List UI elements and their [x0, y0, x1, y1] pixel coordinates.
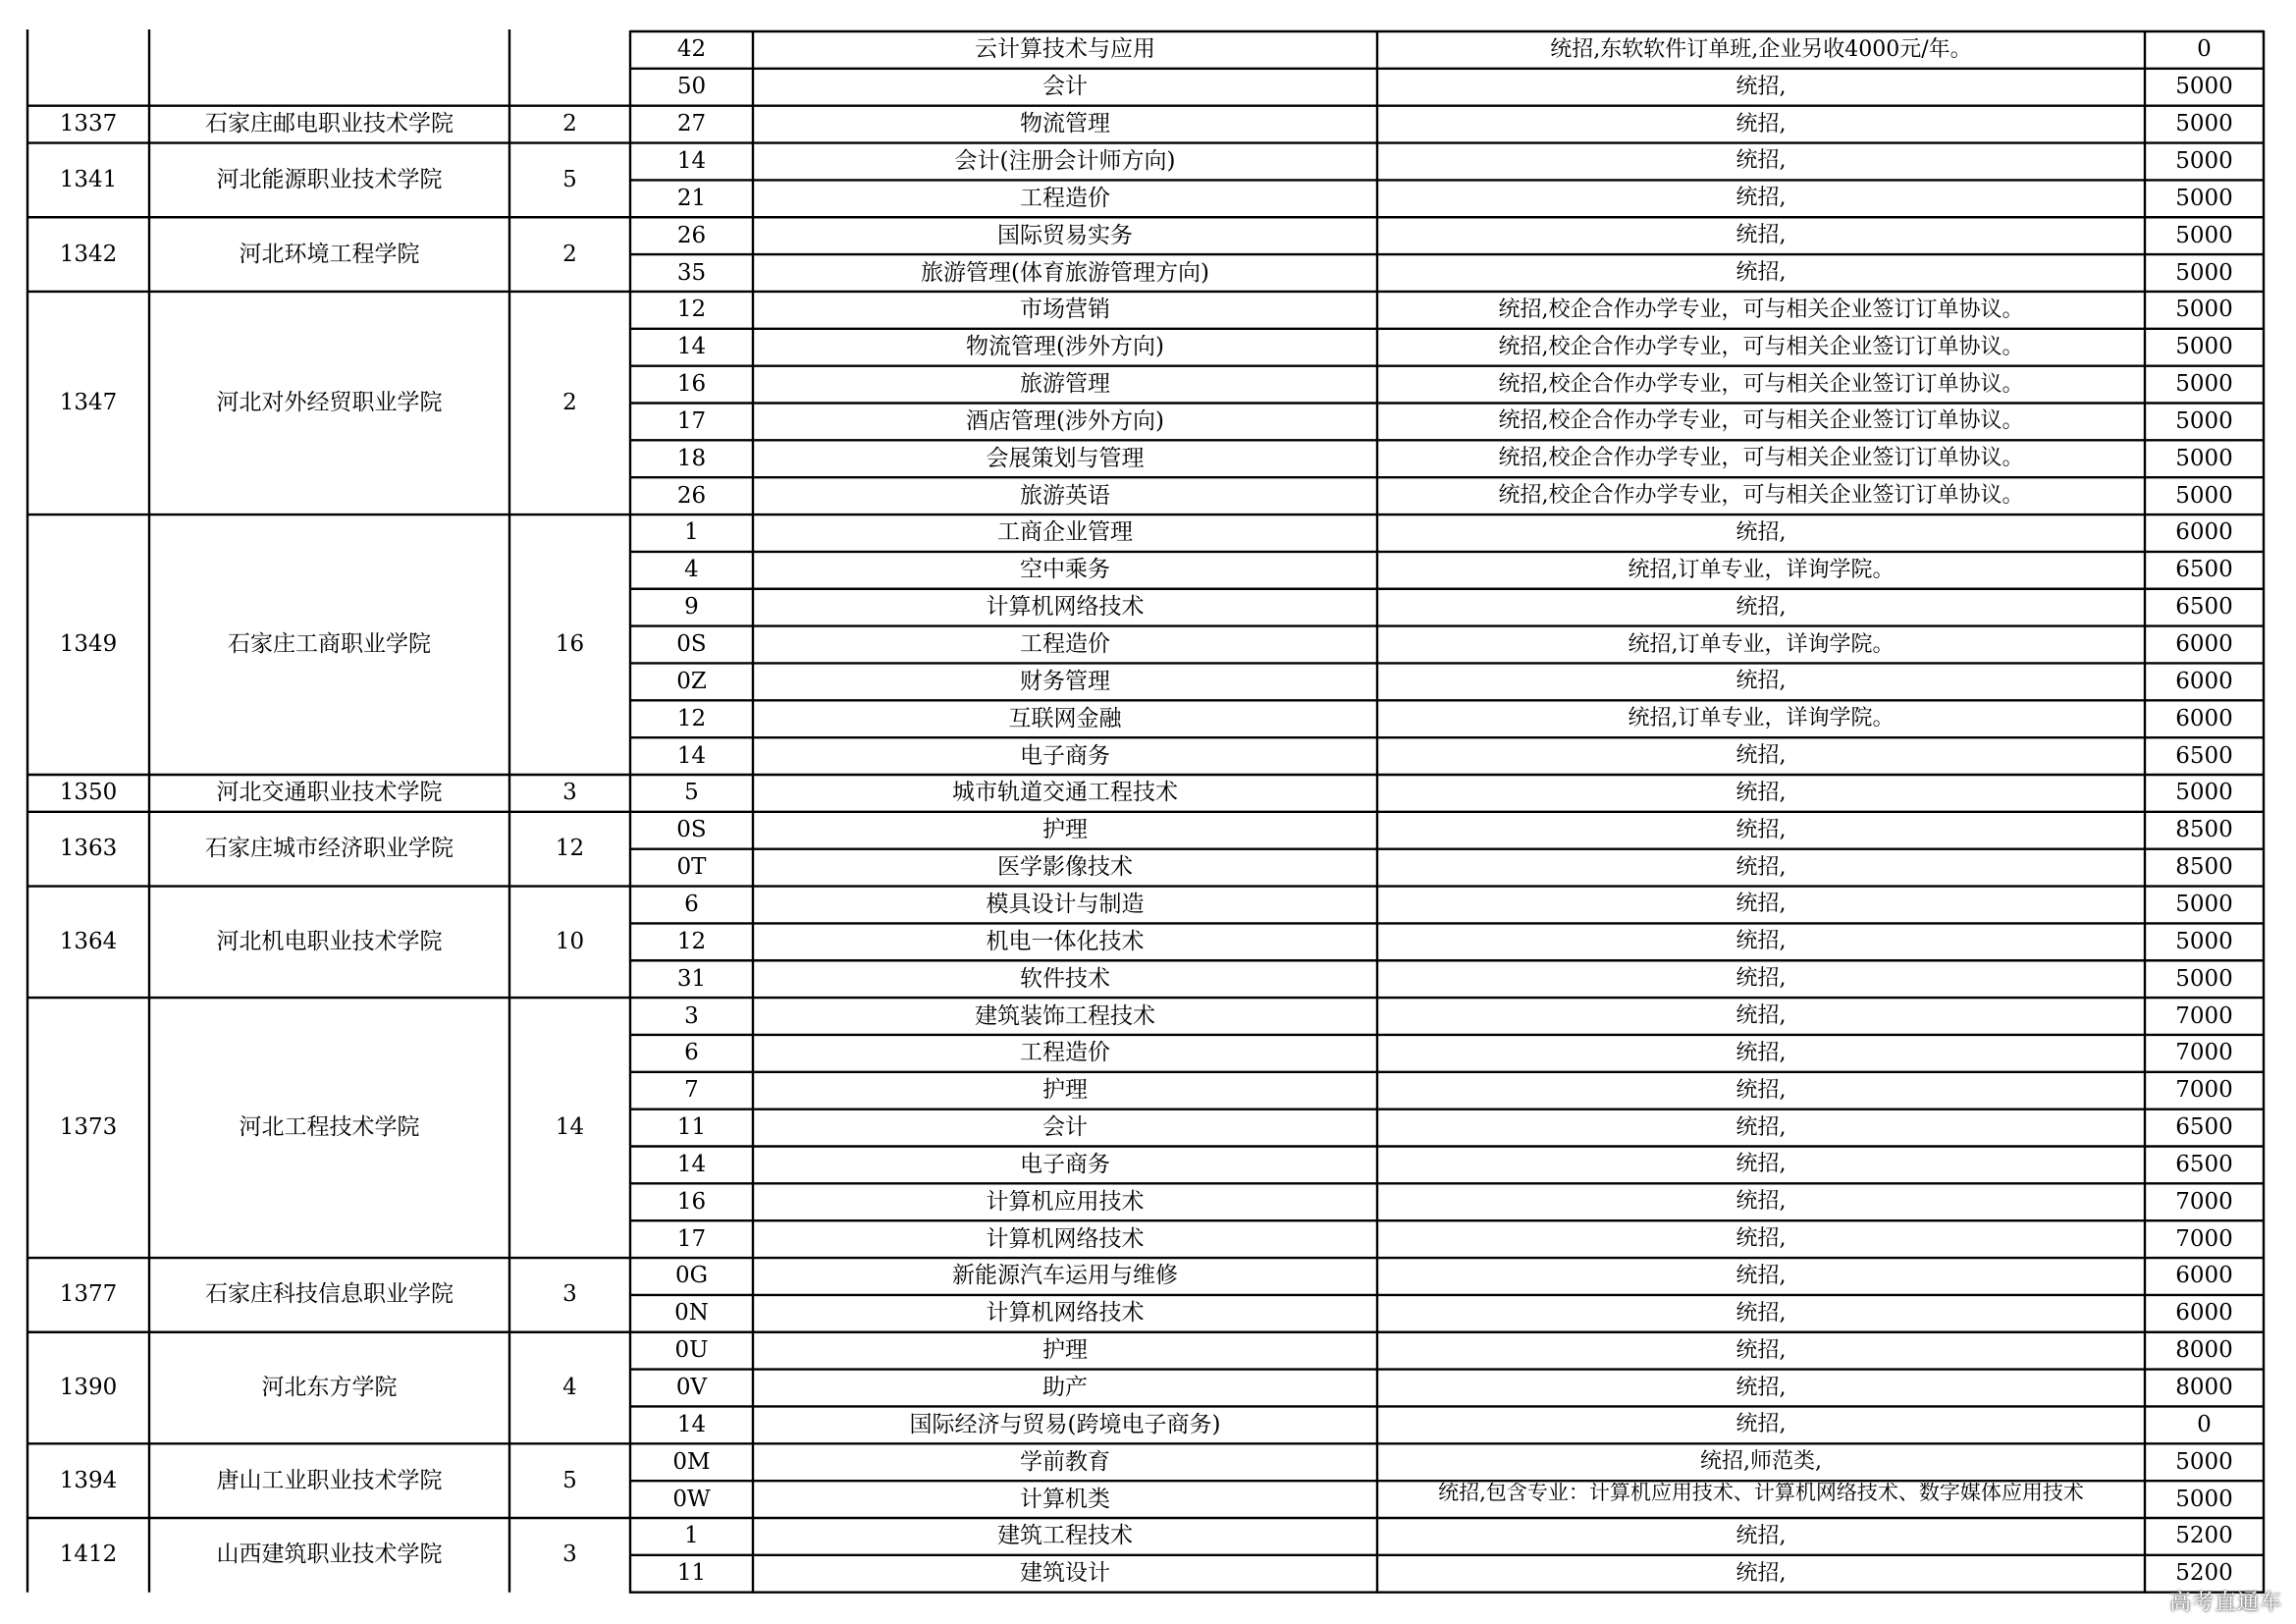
major-name-cell: 旅游管理	[1020, 371, 1110, 398]
major-code-cell: 0T	[676, 854, 707, 881]
major-name-cell: 酒店管理(涉外方向)	[966, 407, 1164, 434]
major-note-cell: 统招,	[1735, 966, 1787, 992]
tuition-fee-cell: 5000	[2175, 482, 2233, 509]
major-name-cell: 物流管理(涉外方向)	[966, 334, 1164, 360]
tuition-fee-cell: 0	[2197, 36, 2212, 63]
major-code-cell: 12	[676, 297, 707, 323]
plan-count-cell: 5	[562, 166, 577, 192]
major-code-cell: 26	[676, 482, 707, 509]
major-code-cell: 7	[684, 1077, 699, 1104]
major-code-cell: 26	[676, 222, 707, 248]
major-note-cell: 统招,	[1735, 148, 1787, 174]
major-name-cell: 旅游英语	[1020, 482, 1110, 509]
plan-count-cell: 2	[562, 389, 577, 415]
tuition-fee-cell: 7000	[2175, 1077, 2233, 1104]
school-code-cell: 1347	[59, 389, 118, 415]
major-note-cell: 统招,校企合作办学专业，可与相关企业签订订单协议。	[1498, 483, 2024, 509]
major-code-cell: 0S	[676, 817, 707, 843]
major-note-cell: 统招,	[1735, 669, 1787, 694]
tuition-fee-cell: 5000	[2175, 891, 2233, 917]
major-code-cell: 0S	[676, 631, 707, 658]
plan-count-cell: 3	[562, 780, 577, 806]
major-note-cell: 统招,	[1735, 743, 1787, 769]
major-note-cell: 统招,订单专业，详询学院。	[1628, 706, 1895, 731]
major-code-cell: 12	[676, 705, 707, 731]
plan-count-cell: 14	[555, 1114, 585, 1141]
major-name-cell: 财务管理	[1020, 668, 1110, 694]
tuition-fee-cell: 6000	[2175, 1300, 2233, 1326]
major-note-cell: 统招,	[1735, 817, 1787, 842]
tuition-fee-cell: 5000	[2175, 407, 2233, 434]
school-code-cell: 1341	[59, 166, 118, 192]
major-name-cell: 会计	[1042, 1114, 1088, 1141]
school-code-cell: 1394	[59, 1467, 118, 1493]
major-code-cell: 14	[676, 334, 707, 360]
major-name-cell: 城市轨道交通工程技术	[952, 780, 1178, 806]
major-code-cell: 6	[684, 1040, 699, 1066]
tuition-fee-cell: 5000	[2175, 371, 2233, 398]
major-name-cell: 机电一体化技术	[986, 928, 1145, 954]
school-name-cell: 河北交通职业技术学院	[216, 780, 443, 806]
major-note-cell: 统招,订单专业，详询学院。	[1628, 557, 1895, 582]
major-name-cell: 国际经济与贸易(跨境电子商务)	[909, 1411, 1221, 1437]
tuition-fee-cell: 5000	[2175, 965, 2233, 992]
major-name-cell: 软件技术	[1020, 965, 1110, 992]
major-note-cell: 统招,校企合作办学专业，可与相关企业签订订单协议。	[1498, 371, 2024, 397]
major-note-cell: 统招,	[1735, 1412, 1787, 1437]
major-note-cell: 统招,	[1735, 1226, 1787, 1252]
major-name-cell: 工程造价	[1020, 185, 1110, 211]
major-note-cell: 统招,	[1735, 1152, 1787, 1177]
major-name-cell: 建筑设计	[1020, 1560, 1110, 1587]
major-code-cell: 0N	[674, 1300, 709, 1326]
major-name-cell: 建筑装饰工程技术	[975, 1002, 1155, 1029]
major-code-cell: 6	[684, 891, 699, 917]
tuition-fee-cell: 5000	[2175, 111, 2233, 137]
major-note-cell: 统招,	[1735, 260, 1787, 286]
major-name-cell: 会计(注册会计师方向)	[954, 147, 1176, 174]
major-code-cell: 0W	[672, 1486, 711, 1512]
major-code-cell: 0Z	[676, 668, 707, 694]
major-name-cell: 计算机网络技术	[986, 1225, 1145, 1252]
plan-count-cell	[509, 31, 630, 106]
major-name-cell: 电子商务	[1020, 1151, 1110, 1177]
tuition-fee-cell: 7000	[2175, 1002, 2233, 1029]
tuition-fee-cell: 5000	[2175, 147, 2233, 174]
tuition-fee-cell: 7000	[2175, 1040, 2233, 1066]
tuition-fee-cell: 5000	[2175, 1448, 2233, 1475]
major-code-cell: 21	[676, 185, 707, 211]
tuition-fee-cell: 5000	[2175, 222, 2233, 248]
major-name-cell: 建筑工程技术	[997, 1523, 1133, 1549]
major-note-cell: 统招,	[1735, 1337, 1787, 1363]
major-code-cell: 5	[684, 780, 699, 806]
major-name-cell: 计算机网络技术	[986, 594, 1145, 621]
tuition-fee-cell: 6000	[2175, 631, 2233, 658]
major-name-cell: 工商企业管理	[997, 519, 1133, 546]
major-code-cell: 9	[684, 594, 699, 621]
plan-count-cell: 2	[562, 111, 577, 137]
major-name-cell: 护理	[1042, 1077, 1088, 1104]
major-code-cell: 31	[676, 965, 707, 992]
major-name-cell: 学前教育	[1020, 1448, 1110, 1475]
school-code-cell: 1363	[59, 836, 118, 862]
school-code-cell: 1412	[59, 1542, 118, 1568]
plan-count-cell: 12	[555, 836, 585, 862]
major-code-cell: 11	[676, 1560, 707, 1587]
tuition-fee-cell: 6500	[2175, 594, 2233, 621]
plan-count-cell: 3	[562, 1281, 577, 1308]
tuition-fee-cell: 5200	[2175, 1560, 2233, 1587]
tuition-fee-cell: 5000	[2175, 185, 2233, 211]
major-code-cell: 27	[676, 111, 707, 137]
plan-count-cell: 3	[562, 1542, 577, 1568]
major-note-cell: 统招,校企合作办学专业，可与相关企业签订订单协议。	[1498, 408, 2024, 434]
school-name-cell: 石家庄工商职业学院	[228, 631, 431, 658]
major-note-cell: 统招,校企合作办学专业，可与相关企业签订订单协议。	[1498, 297, 2024, 322]
major-note-cell: 统招,包含专业：计算机应用技术、计算机网络技术、数字媒体应用技术	[1438, 1483, 2084, 1505]
tuition-fee-cell: 5000	[2175, 259, 2233, 286]
tuition-fee-cell: 5000	[2175, 74, 2233, 100]
school-name-cell: 河北东方学院	[261, 1375, 398, 1401]
major-code-cell: 14	[676, 742, 707, 769]
plan-count-cell: 2	[562, 241, 577, 267]
major-note-cell: 统招,订单专业，详询学院。	[1628, 631, 1895, 657]
major-name-cell: 计算机类	[1020, 1486, 1110, 1512]
school-code-cell: 1377	[59, 1281, 118, 1308]
major-note-cell: 统招,	[1735, 223, 1787, 248]
major-note-cell: 统招,	[1735, 1263, 1787, 1288]
major-note-cell: 统招,	[1735, 74, 1787, 99]
major-code-cell: 50	[676, 74, 707, 100]
major-code-cell: 1	[684, 1523, 699, 1549]
school-code-cell: 1390	[59, 1375, 118, 1401]
tuition-fee-cell: 5000	[2175, 297, 2233, 323]
major-name-cell: 模具设计与制造	[986, 891, 1145, 917]
plan-count-cell: 4	[562, 1375, 577, 1401]
major-code-cell: 35	[676, 259, 707, 286]
major-code-cell: 17	[676, 407, 707, 434]
major-code-cell: 0U	[674, 1337, 709, 1364]
major-name-cell: 互联网金融	[1008, 705, 1122, 731]
major-name-cell: 计算机网络技术	[986, 1300, 1145, 1326]
school-code-cell: 1350	[59, 780, 118, 806]
school-code-cell: 1349	[59, 631, 118, 658]
tuition-fee-cell: 6500	[2175, 1114, 2233, 1141]
tuition-fee-cell: 5000	[2175, 780, 2233, 806]
major-note-cell: 统招,	[1735, 1523, 1787, 1548]
school-name-cell	[149, 31, 509, 106]
major-code-cell: 14	[676, 147, 707, 174]
major-note-cell: 统招,	[1735, 854, 1787, 880]
school-name-cell: 山西建筑职业技术学院	[216, 1542, 443, 1568]
tuition-fee-cell: 8000	[2175, 1375, 2233, 1401]
major-note-cell: 统招,师范类,	[1700, 1449, 1822, 1475]
major-note-cell: 统招,	[1735, 1003, 1787, 1029]
tuition-fee-cell: 5000	[2175, 334, 2233, 360]
major-note-cell: 统招,	[1735, 1077, 1787, 1103]
major-name-cell: 护理	[1042, 1337, 1088, 1364]
tuition-fee-cell: 6500	[2175, 557, 2233, 583]
major-name-cell: 计算机应用技术	[986, 1188, 1145, 1215]
major-note-cell: 统招,	[1735, 780, 1787, 805]
major-code-cell: 3	[684, 1002, 699, 1029]
major-name-cell: 医学影像技术	[997, 854, 1133, 881]
tuition-fee-cell: 5200	[2175, 1523, 2233, 1549]
school-name-cell: 河北机电职业技术学院	[216, 928, 443, 954]
major-code-cell: 1	[684, 519, 699, 546]
major-name-cell: 护理	[1042, 817, 1088, 843]
major-name-cell: 空中乘务	[1020, 557, 1110, 583]
major-note-cell: 统招,	[1735, 1040, 1787, 1065]
major-code-cell: 0M	[672, 1448, 711, 1475]
tuition-fee-cell: 7000	[2175, 1225, 2233, 1252]
major-note-cell: 统招,	[1735, 1300, 1787, 1326]
major-name-cell: 云计算技术与应用	[975, 36, 1155, 63]
tuition-fee-cell: 6000	[2175, 668, 2233, 694]
major-name-cell: 国际贸易实务	[997, 222, 1133, 248]
school-name-cell: 河北能源职业技术学院	[216, 166, 443, 192]
major-note-cell: 统招,校企合作办学专业，可与相关企业签订订单协议。	[1498, 334, 2024, 359]
major-name-cell: 市场营销	[1020, 297, 1110, 323]
tuition-fee-cell: 6000	[2175, 705, 2233, 731]
tuition-fee-cell: 5000	[2175, 445, 2233, 471]
school-code-cell: 1373	[59, 1114, 118, 1141]
tuition-fee-cell: 5000	[2175, 928, 2233, 954]
major-name-cell: 物流管理	[1020, 111, 1110, 137]
tuition-fee-cell: 8500	[2175, 854, 2233, 881]
major-note-cell: 统招,	[1735, 519, 1787, 545]
school-name-cell: 石家庄科技信息职业学院	[205, 1281, 454, 1308]
school-code-cell	[27, 31, 149, 106]
major-note-cell: 统招,	[1735, 186, 1787, 211]
tuition-fee-cell: 6000	[2175, 519, 2233, 546]
watermark-text: 高考直通车	[2168, 1591, 2282, 1615]
major-code-cell: 18	[676, 445, 707, 471]
plan-count-cell: 10	[555, 928, 585, 954]
tuition-fee-cell: 8000	[2175, 1337, 2233, 1364]
major-name-cell: 会计	[1042, 74, 1088, 100]
tuition-fee-cell: 7000	[2175, 1188, 2233, 1215]
tuition-fee-cell: 6500	[2175, 1151, 2233, 1177]
tuition-fee-cell: 6000	[2175, 1263, 2233, 1289]
major-name-cell: 新能源汽车运用与维修	[952, 1263, 1178, 1289]
major-name-cell: 旅游管理(体育旅游管理方向)	[921, 259, 1209, 286]
major-code-cell: 12	[676, 928, 707, 954]
major-code-cell: 0V	[675, 1375, 708, 1401]
major-name-cell: 电子商务	[1020, 742, 1110, 769]
major-note-cell: 统招,	[1735, 1114, 1787, 1140]
school-name-cell: 河北工程技术学院	[239, 1114, 420, 1141]
school-name-cell: 石家庄城市经济职业学院	[205, 836, 454, 862]
school-name-cell: 河北环境工程学院	[239, 241, 420, 267]
major-name-cell: 工程造价	[1020, 631, 1110, 658]
tuition-fee-cell: 5000	[2175, 1486, 2233, 1512]
major-code-cell: 16	[676, 1188, 707, 1215]
school-code-cell: 1364	[59, 928, 118, 954]
plan-count-cell: 5	[562, 1467, 577, 1493]
school-code-cell: 1337	[59, 111, 118, 137]
tuition-fee-cell: 6500	[2175, 742, 2233, 769]
major-name-cell: 会展策划与管理	[986, 445, 1145, 471]
major-note-cell: 统招,	[1735, 1189, 1787, 1215]
major-code-cell: 16	[676, 371, 707, 398]
major-note-cell: 统招,	[1735, 892, 1787, 917]
major-code-cell: 42	[676, 36, 707, 63]
major-note-cell: 统招,校企合作办学专业，可与相关企业签订订单协议。	[1498, 446, 2024, 471]
school-code-cell: 1342	[59, 241, 118, 267]
major-name-cell: 助产	[1042, 1375, 1088, 1401]
major-code-cell: 11	[676, 1114, 707, 1141]
major-note-cell: 统招,	[1735, 929, 1787, 954]
major-code-cell: 14	[676, 1411, 707, 1437]
major-code-cell: 14	[676, 1151, 707, 1177]
tuition-fee-cell: 8500	[2175, 817, 2233, 843]
plan-count-cell: 16	[555, 631, 585, 658]
major-note-cell: 统招,	[1735, 594, 1787, 620]
major-code-cell: 4	[684, 557, 699, 583]
major-code-cell: 0G	[674, 1263, 708, 1289]
major-note-cell: 统招,	[1735, 1560, 1787, 1586]
school-name-cell: 唐山工业职业技术学院	[216, 1467, 443, 1493]
tuition-fee-cell: 0	[2197, 1411, 2212, 1437]
school-name-cell: 河北对外经贸职业学院	[216, 389, 443, 415]
major-code-cell: 17	[676, 1225, 707, 1252]
major-name-cell: 工程造价	[1020, 1040, 1110, 1066]
major-note-cell: 统招,	[1735, 1375, 1787, 1400]
major-note-cell: 统招,东软软件订单班,企业另收4000元/年。	[1550, 36, 1972, 62]
major-note-cell: 统招,	[1735, 111, 1787, 136]
school-name-cell: 石家庄邮电职业技术学院	[205, 111, 454, 137]
